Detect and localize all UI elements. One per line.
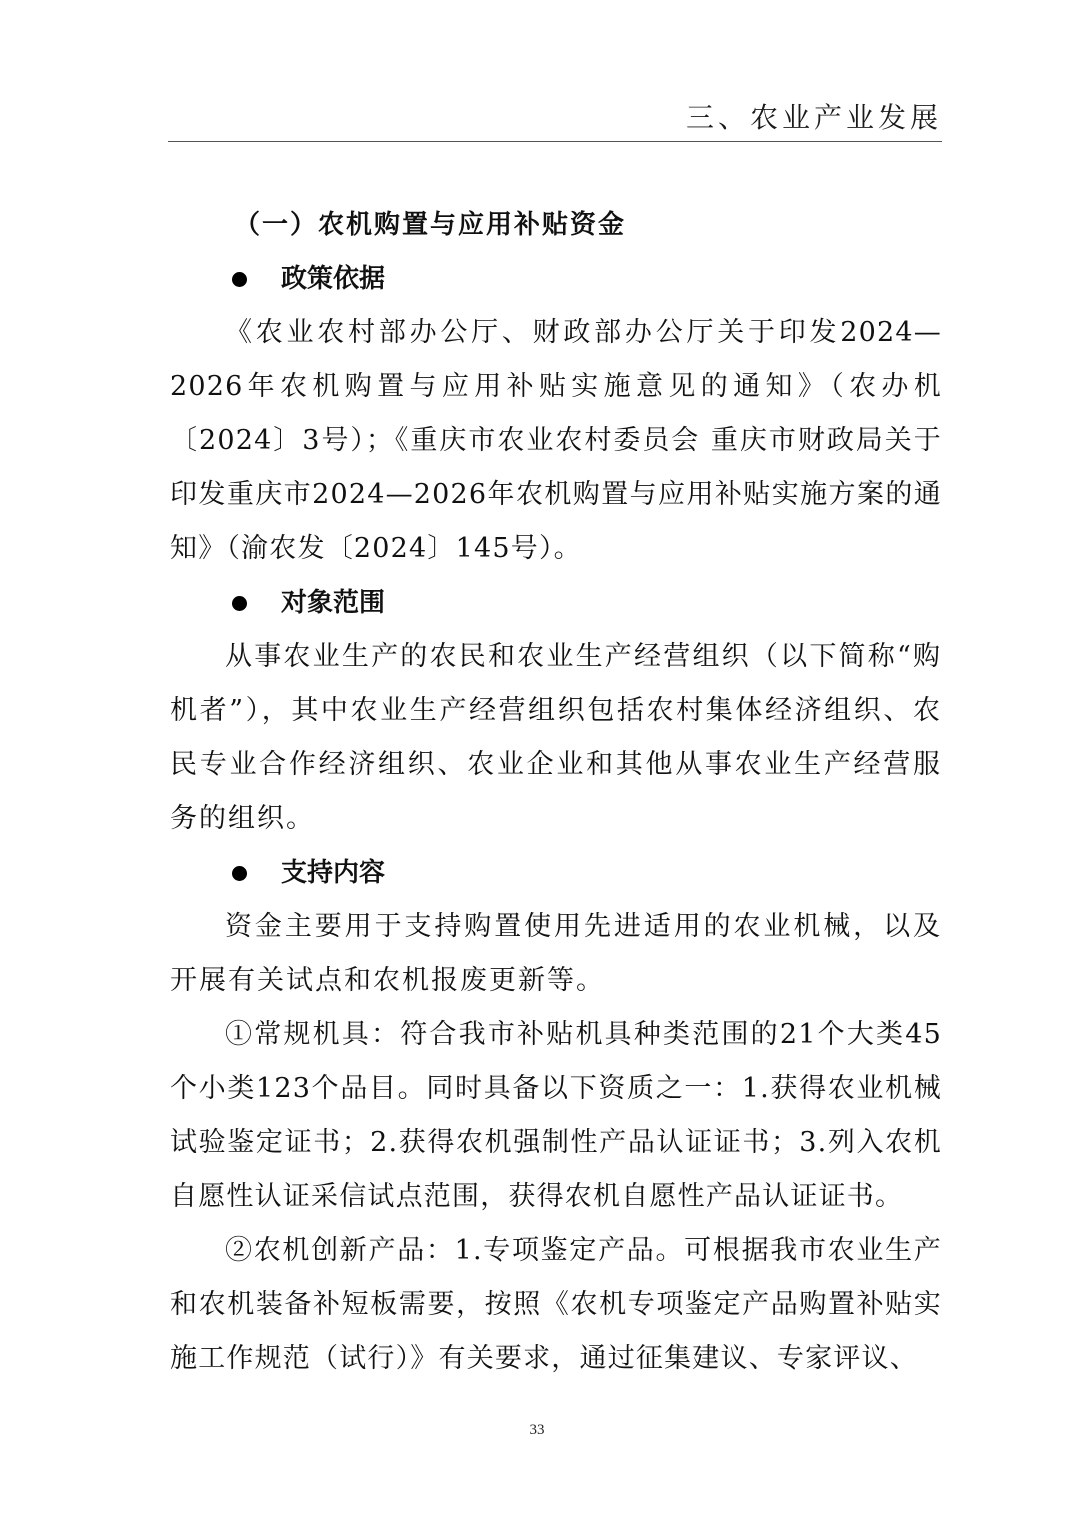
running-header-title: 三、农业产业发展 [685, 101, 942, 134]
policy-basis-heading [170, 252, 942, 306]
bullet-icon [232, 596, 247, 611]
support-content-item-2: ②农机创新产品：1.专项鉴定产品。可根据我市农业生产和农机装备补短板需要，按照《农机专项鉴定产品购置补贴实施工作规范（试行）》有关要求，通过征集建议、专家评议、 [170, 1235, 942, 1374]
header-divider [168, 141, 942, 142]
policy-basis-paragraph: 《农业农村部办公厅、财政部办公厅关于印发2024—2026年农机购置与应用补贴实施意见的通知》（农办机〔2024〕3号）；《重庆市农业农村委员会 重庆市财政局关于印发重庆市2024—2026年农机购置与应用补贴实施方案的通知》（渝农发〔2024〕145号）。 [170, 317, 942, 564]
section-title: （一）农机购置与应用补贴资金 [234, 210, 627, 240]
target-scope-heading-text: 对象范围 [281, 588, 386, 618]
policy-basis-heading-text: 政策依据 [281, 264, 386, 294]
support-content-item-1: ①常规机具：符合我市补贴机具种类范围的21个大类45个小类123个品目。同时具备以下资质之一：1.获得农业机械试验鉴定证书；2.获得农机强制性产品认证证书；3.列入农机自愿性认证采信试点范围，获得农机自愿性产品认证证书。 [170, 1019, 942, 1212]
support-content-intro: 资金主要用于支持购置使用先进适用的农业机械，以及开展有关试点和农机报废更新等。 [170, 911, 942, 996]
support-content-heading-text: 支持内容 [281, 858, 386, 888]
bullet-icon [232, 272, 247, 287]
support-content-heading [170, 846, 942, 900]
target-scope-paragraph: 从事农业生产的农民和农业生产经营组织（以下简称“购机者”），其中农业生产经营组织包括农村集体经济组织、农民专业合作经济组织、农业企业和其他从事农业生产经营服务的组织。 [170, 641, 942, 834]
bullet-icon [232, 866, 247, 881]
target-scope-heading [170, 576, 942, 630]
document-body [170, 198, 942, 1386]
page-number: 33 [529, 1422, 545, 1438]
